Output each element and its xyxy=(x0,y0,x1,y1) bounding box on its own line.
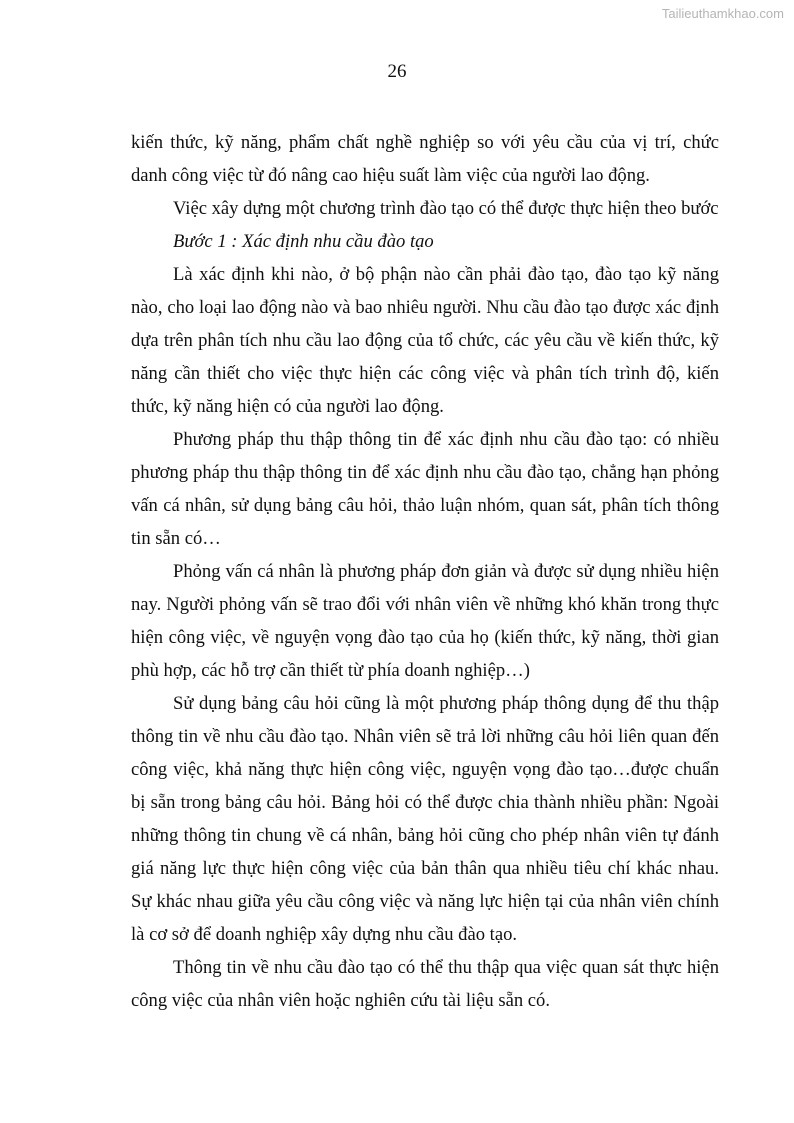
paragraph-definition: Là xác định khi nào, ở bộ phận nào cần phải đào tạo, đào tạo kỹ năng nào, cho loại lao động nào và bao nhiêu người. Nhu cầu đào tạo được xác định dựa trên phân tích nhu cầu lao động của tổ chức, các yêu cầu về kiến thức, kỹ năng cần thiết cho việc thực hiện các công việc và phân tích trình độ, kiến thức, kỹ năng hiện có của người lao động. xyxy=(131,264,719,417)
paragraph-continuation: kiến thức, kỹ năng, phẩm chất nghề nghiệp so với yêu cầu của vị trí, chức danh công việc từ đó nâng cao hiệu suất làm việc của người lao động. xyxy=(131,132,719,186)
step-heading: Bước 1 : Xác định nhu cầu đào tạo xyxy=(173,231,434,252)
paragraph-questionnaire: Sử dụng bảng câu hỏi cũng là một phương pháp thông dụng để thu thập thông tin về nhu cầu đào tạo. Nhân viên sẽ trả lời những câu hỏi liên quan đến công việc, khả năng thực hiện công việc, nguyện vọng đào tạo…được chuẩn bị sẵn trong bảng câu hỏi. Bảng hỏi có thể được chia thành nhiều phần: Ngoài những thông tin chung về cá nhân, bảng hỏi cũng cho phép nhân viên tự đánh giá năng lực thực hiện công việc của bản thân qua nhiều tiêu chí khác nhau. Sự khác nhau giữa yêu cầu công việc và năng lực hiện tại của nhân viên chính là cơ sở để doanh nghiệp xây dựng nhu cầu đào tạo. xyxy=(131,693,719,945)
paragraph-intro: Việc xây dựng một chương trình đào tạo có thể được thực hiện theo bước xyxy=(173,198,719,219)
watermark-text: Tailieuthamkhao.com xyxy=(661,6,784,21)
paragraph-interview: Phỏng vấn cá nhân là phương pháp đơn giản và được sử dụng nhiều hiện nay. Người phỏng vấn sẽ trao đổi với nhân viên về những khó khăn trong thực hiện công việc, về nguyện vọng đào tạo của họ (kiến thức, kỹ năng, thời gian phù hợp, các hỗ trợ cần thiết từ phía doanh nghiệp…) xyxy=(131,561,719,681)
paragraph-methods: Phương pháp thu thập thông tin để xác định nhu cầu đào tạo: có nhiều phương pháp thu thập thông tin để xác định nhu cầu đào tạo, chẳng hạn phỏng vấn cá nhân, sử dụng bảng câu hỏi, thảo luận nhóm, quan sát, phân tích thông tin sẵn có… xyxy=(131,429,719,549)
paragraph-observation: Thông tin về nhu cầu đào tạo có thể thu thập qua việc quan sát thực hiện công việc của nhân viên hoặc nghiên cứu tài liệu sẵn có. xyxy=(131,957,719,1011)
page-number: 26 xyxy=(387,61,407,82)
document-body xyxy=(131,126,719,1017)
